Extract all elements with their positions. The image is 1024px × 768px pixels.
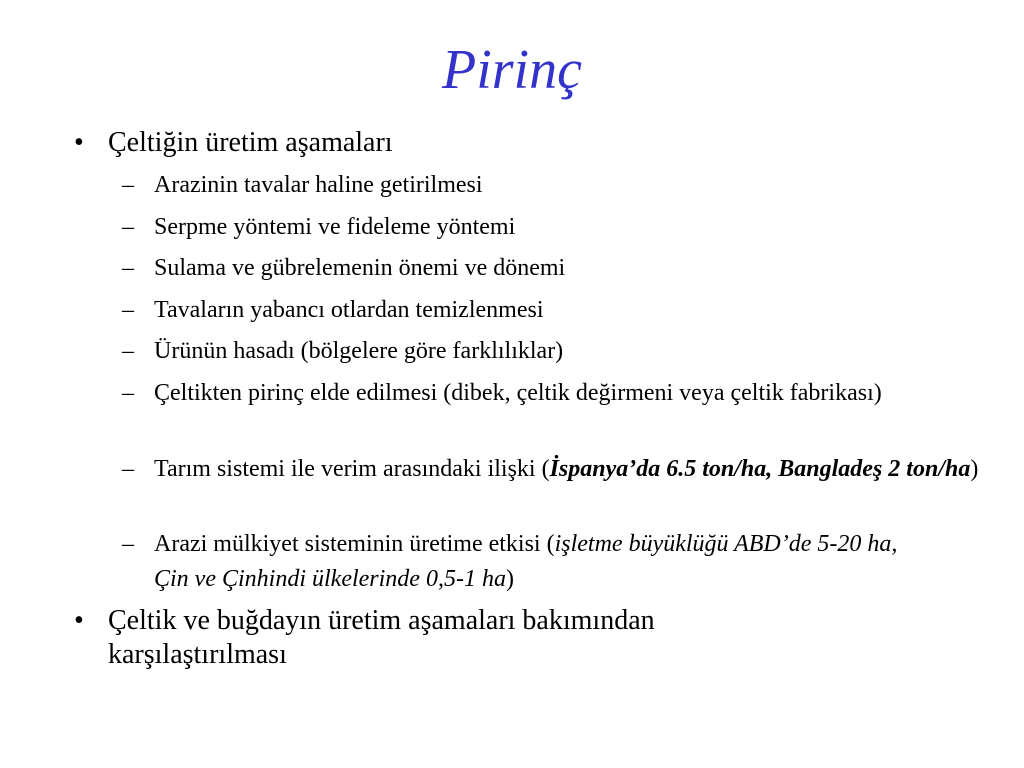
bullet-item — [74, 126, 968, 160]
sub-item-emphasis: işletme büyüklüğü ABD’de 5-20 ha, Çin ve Çinhindi ülkelerinde 0,5-1 ha — [154, 531, 898, 592]
dash-icon: – — [122, 456, 134, 482]
sub-item-text: Serpme yöntemi ve fideleme yöntemi — [154, 214, 516, 240]
sub-item — [122, 251, 984, 286]
dash-icon: – — [122, 338, 134, 364]
dash-icon: – — [122, 214, 134, 240]
sub-item — [122, 168, 984, 203]
bullet-text: Çeltiğin üretim aşamaları — [108, 127, 393, 158]
dash-icon: – — [122, 172, 134, 198]
sub-item — [122, 210, 984, 245]
sub-item-text: Ürünün hasadı (bölgelere göre farklılıklar) — [154, 338, 564, 364]
bullet-text: Çeltik ve buğdayın üretim aşamaları bakımından karşılaştırılması — [108, 605, 655, 670]
dash-icon: – — [122, 297, 134, 323]
sub-item — [122, 334, 984, 369]
sub-item-text: Tavaların yabancı otlardan temizlenmesi — [154, 297, 544, 323]
sub-item-text-lead: Arazi mülkiyet sisteminin üretime etkisi ( — [154, 531, 555, 557]
sub-item — [122, 527, 924, 597]
sub-item-text-tail: ) — [970, 456, 979, 482]
dash-icon: – — [122, 531, 134, 557]
sub-item — [122, 293, 984, 328]
bullet-icon: • — [74, 605, 84, 636]
sub-item — [122, 376, 914, 411]
dash-icon: – — [122, 255, 134, 281]
sub-item-text-tail: ) — [505, 566, 514, 592]
sub-item — [122, 452, 984, 487]
sub-item-text: Arazinin tavalar haline getirilmesi — [154, 172, 483, 198]
sub-item-emphasis: İspanya’da 6.5 ton/ha, Bangladeş 2 ton/ha — [549, 456, 971, 482]
sub-item-text: Çeltikten pirinç elde edilmesi (dibek, çeltik değirmeni veya çeltik fabrikası) — [154, 380, 882, 406]
sub-item-text-lead: Tarım sistemi ile verim arasındaki ilişki ( — [154, 456, 550, 482]
sub-item-text: Sulama ve gübrelemenin önemi ve dönemi — [154, 255, 566, 281]
bullet-icon: • — [74, 127, 84, 158]
bullet-item — [74, 604, 828, 672]
slide-title: Pirinç — [442, 39, 582, 101]
dash-icon: – — [122, 380, 134, 406]
